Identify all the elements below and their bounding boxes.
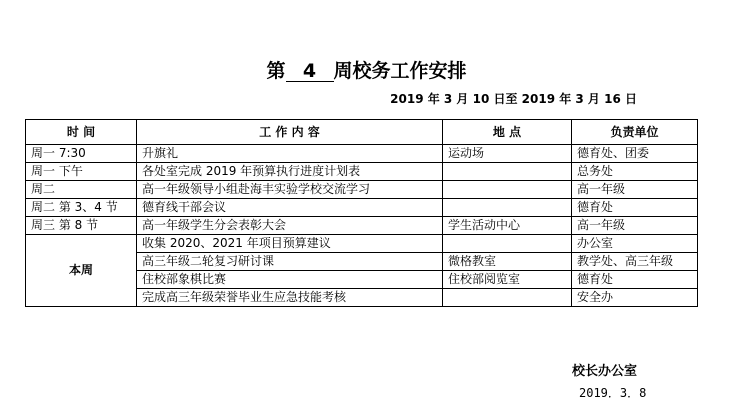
row-unit: 德育处 bbox=[572, 199, 698, 217]
row-location: 学生活动中心 bbox=[443, 217, 572, 235]
row-time: 周三 第 8 节 bbox=[26, 217, 137, 235]
title-prefix: 第 bbox=[266, 60, 286, 82]
row-location: 运动场 bbox=[443, 145, 572, 163]
row-location: 微格教室 bbox=[443, 253, 572, 271]
header-content: 工 作 内 容 bbox=[137, 120, 443, 145]
row-location bbox=[443, 235, 572, 253]
row-content: 升旗礼 bbox=[137, 145, 443, 163]
row-unit: 德育处、团委 bbox=[572, 145, 698, 163]
table-header-row bbox=[26, 120, 698, 145]
row-location bbox=[443, 289, 572, 307]
row-content: 高一年级学生分会表彰大会 bbox=[137, 217, 443, 235]
row-location: 住校部阅览室 bbox=[443, 271, 572, 289]
table-row bbox=[26, 199, 698, 217]
issue-date: 2019．3．8 bbox=[579, 386, 647, 400]
row-unit: 德育处 bbox=[572, 271, 698, 289]
issuing-office: 校长办公室 bbox=[572, 364, 638, 379]
header-time: 时 间 bbox=[26, 120, 137, 145]
table-row bbox=[26, 235, 698, 253]
row-content: 各处室完成 2019 年预算执行进度计划表 bbox=[137, 163, 443, 181]
row-content: 收集 2020、2021 年项目预算建议 bbox=[137, 235, 443, 253]
row-content: 高一年级领导小组赴海丰实验学校交流学习 bbox=[137, 181, 443, 199]
row-time: 周一 下午 bbox=[26, 163, 137, 181]
header-location: 地 点 bbox=[443, 120, 572, 145]
table-row bbox=[26, 217, 698, 235]
table-row bbox=[26, 145, 698, 163]
schedule-table bbox=[25, 119, 698, 307]
row-time: 周二 第 3、4 节 bbox=[26, 199, 137, 217]
table-row bbox=[26, 163, 698, 181]
table-row bbox=[26, 181, 698, 199]
row-location bbox=[443, 163, 572, 181]
week-number: 4 bbox=[286, 61, 334, 82]
row-content: 德育线干部会议 bbox=[137, 199, 443, 217]
row-unit: 教学处、高三年级 bbox=[572, 253, 698, 271]
date-range: 2019 年 3 月 10 日至 2019 年 3 月 16 日 bbox=[390, 92, 637, 106]
page-title bbox=[0, 56, 733, 83]
row-content: 完成高三年级荣誉毕业生应急技能考核 bbox=[137, 289, 443, 307]
header-unit: 负责单位 bbox=[572, 120, 698, 145]
row-unit: 办公室 bbox=[572, 235, 698, 253]
row-time: 周一 7:30 bbox=[26, 145, 137, 163]
row-unit: 总务处 bbox=[572, 163, 698, 181]
row-unit: 安全办 bbox=[572, 289, 698, 307]
row-time: 周二 bbox=[26, 181, 137, 199]
row-unit: 高一年级 bbox=[572, 217, 698, 235]
row-location bbox=[443, 181, 572, 199]
row-content: 高三年级二轮复习研讨课 bbox=[137, 253, 443, 271]
row-location bbox=[443, 199, 572, 217]
row-content: 住校部象棋比赛 bbox=[137, 271, 443, 289]
title-suffix: 周校务工作安排 bbox=[333, 60, 467, 82]
weekly-label: 本周 bbox=[26, 235, 137, 307]
row-unit: 高一年级 bbox=[572, 181, 698, 199]
